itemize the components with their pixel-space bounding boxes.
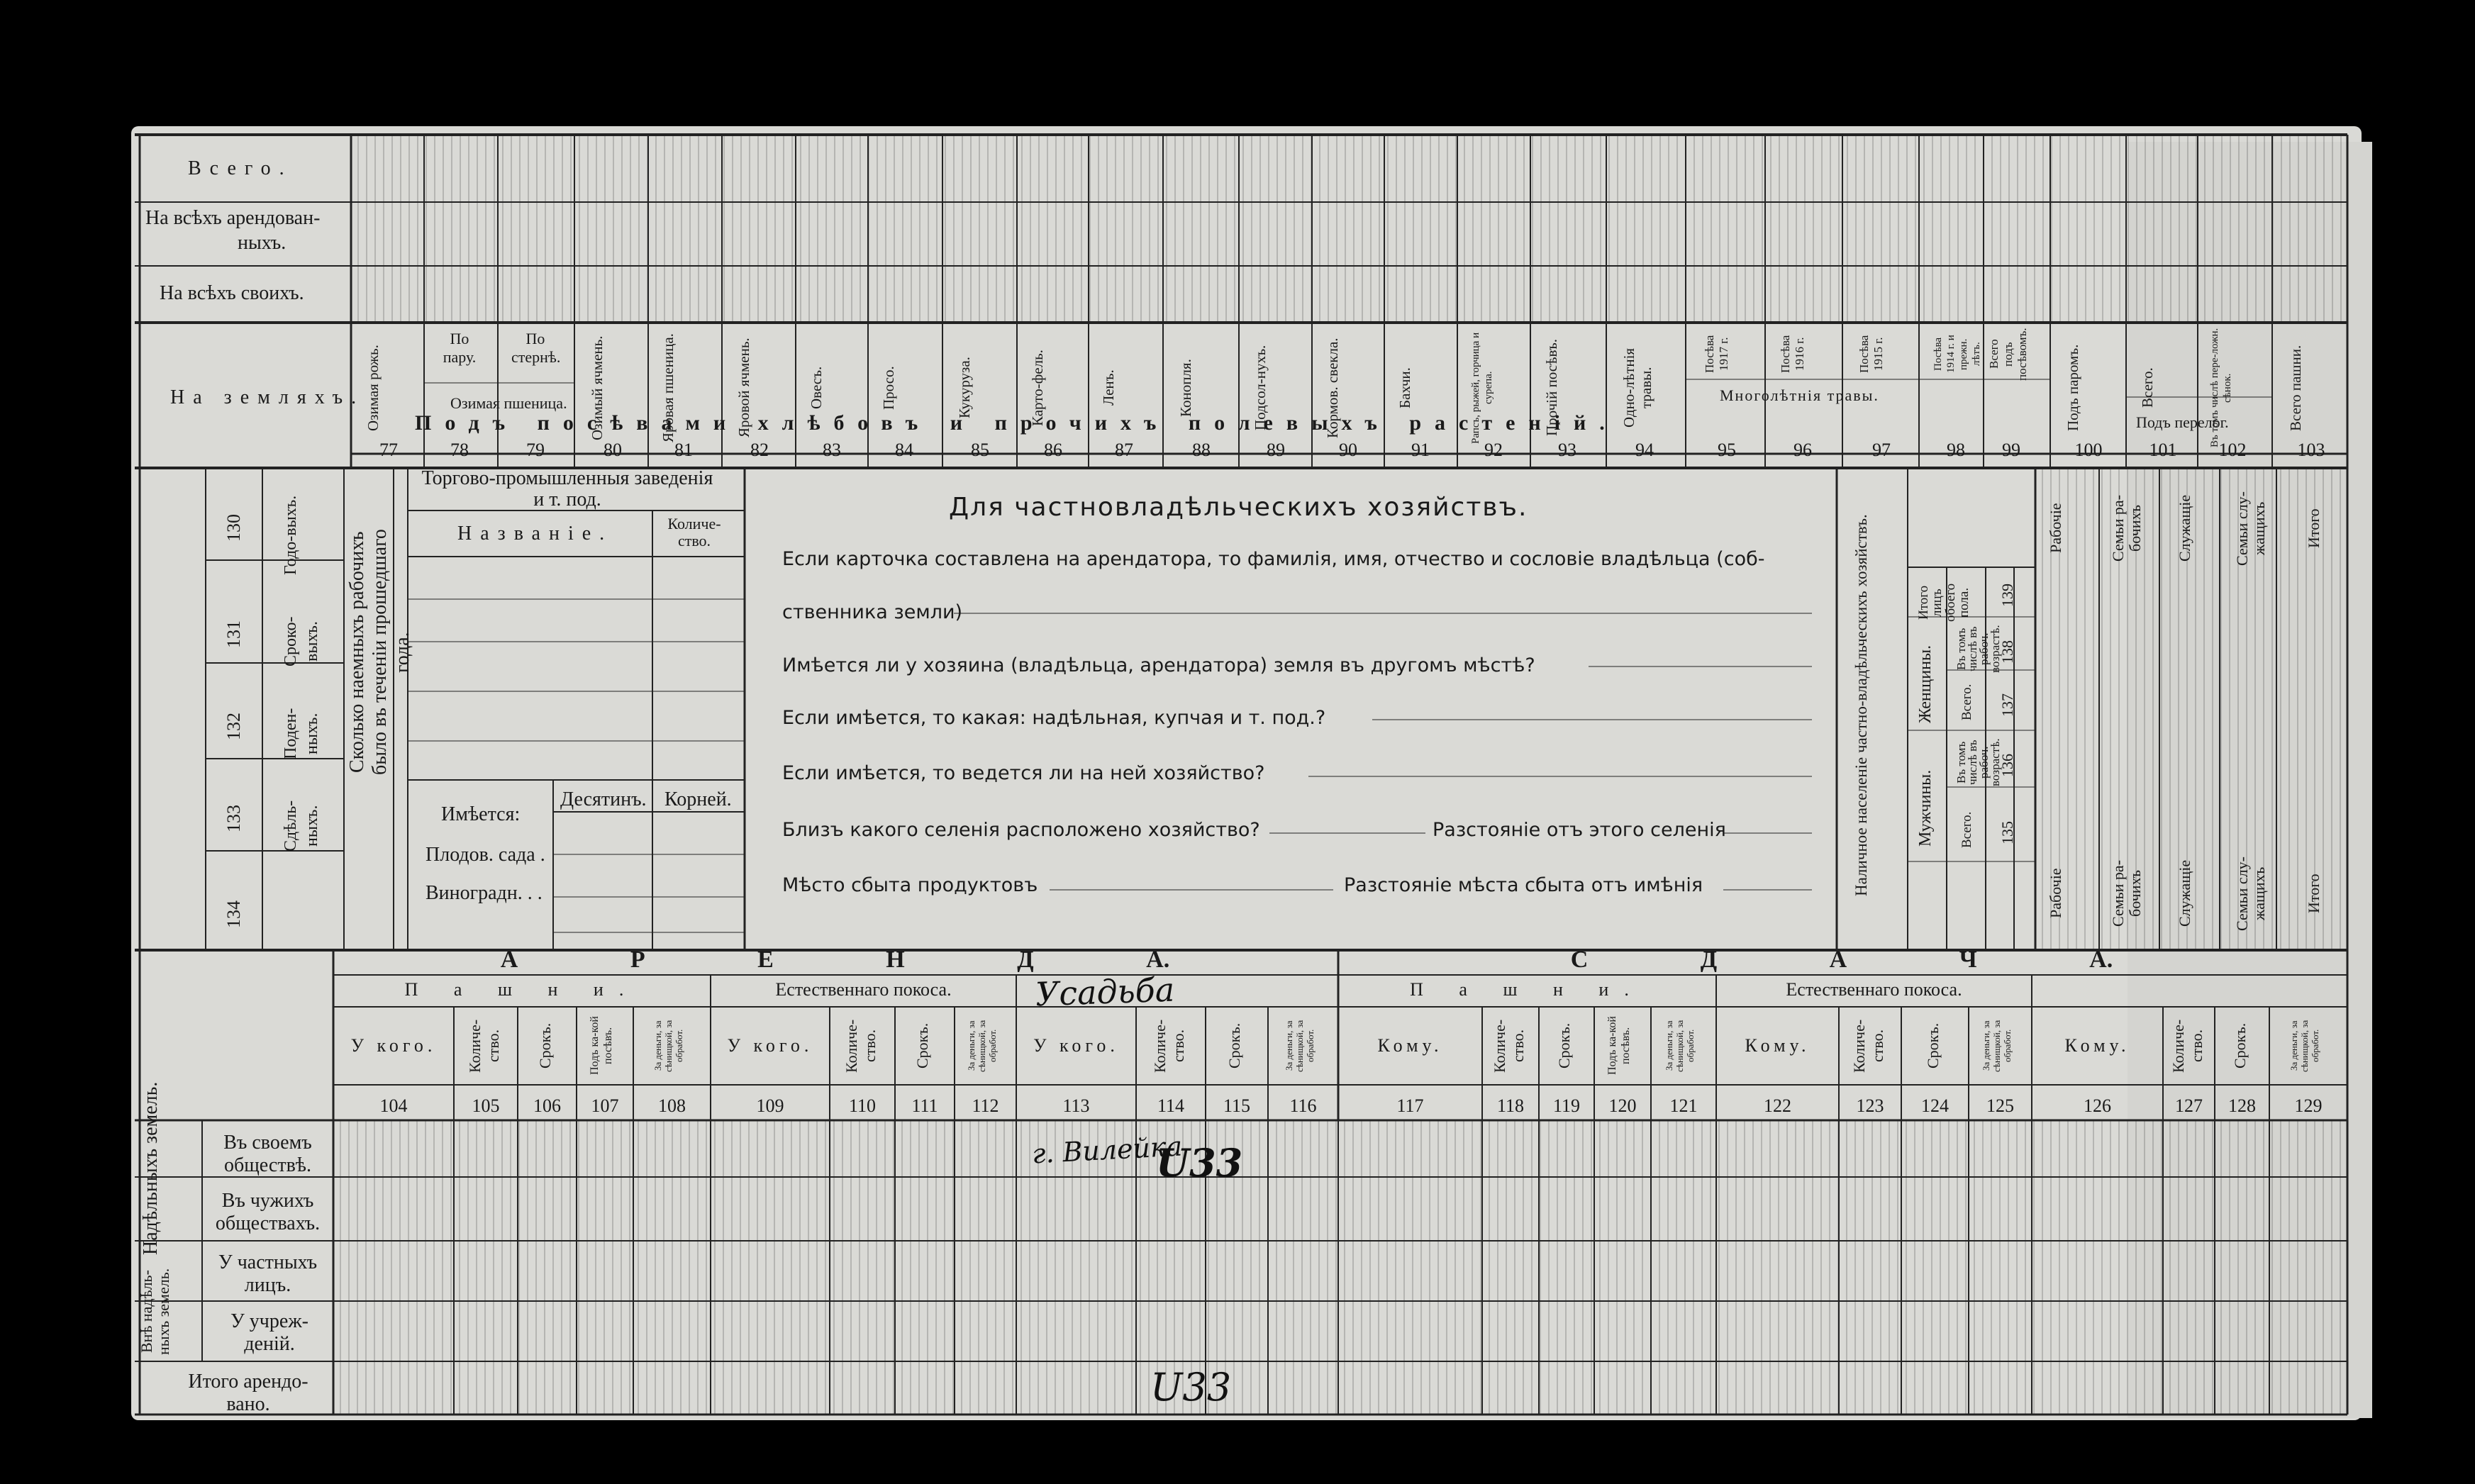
handwriting-usadba: Усадьба (1035, 970, 1176, 1014)
lease-number-117: 117 (1396, 1095, 1424, 1116)
lease-number-108: 108 (658, 1095, 686, 1116)
crop-number-82: 82 (750, 440, 769, 460)
crop-header-89: Подсол-нухъ. (1252, 345, 1269, 431)
private-q4: Если имѣется, то ведется ли на ней хозяйство? (782, 762, 1265, 784)
pop-semi-sluzh-top: Семьи слу-жащихъ (2233, 491, 2268, 566)
lease-number-112: 112 (972, 1095, 999, 1116)
crop-number-81: 81 (674, 440, 693, 460)
lease-group-1: Естественнаго покоса. (775, 979, 952, 1000)
private-q5a: Близъ какого селенія расположено хозяйство? (782, 819, 1260, 841)
lease-number-129: 129 (2294, 1095, 2323, 1116)
trade-sady: Плодов. сада . (426, 844, 545, 866)
lease-header-121: За деньги, за сѣнищкой, за обработ. (1664, 1020, 1696, 1072)
crop-number-79: 79 (526, 440, 545, 460)
lease-row-svoem: Въ своемъ обществѣ. (223, 1132, 312, 1176)
pop-semi-rab-top: Семьи ра-бочихъ (2109, 494, 2144, 562)
crop-number-90: 90 (1339, 440, 1357, 460)
lease-header-129: За деньги, за сѣнищкой, за обработ. (2288, 1020, 2320, 1072)
lease-number-115: 115 (1223, 1095, 1251, 1116)
population-vsego-2: Всего. (1959, 811, 1974, 848)
pop-sluzh-bottom: Служащіе (2176, 859, 2193, 927)
lease-group-2: П а ш н и. (1410, 979, 1645, 1000)
crop-number-85: 85 (971, 440, 989, 460)
private-q6b: Разстояніе мѣста сбыта отъ имѣнія (1344, 874, 1703, 896)
crop-header-102: Въ томъ числѣ пере-ложн. сѣнок. (2209, 328, 2233, 448)
lease-header-117: Кому. (1377, 1035, 1443, 1056)
lease-group-0: П а ш н и. (404, 979, 640, 1000)
pop-sluzh-top: Служащіе (2176, 494, 2193, 562)
crop-header-100: Подъ паромъ. (2064, 344, 2081, 432)
crop-number-96: 96 (1793, 440, 1812, 460)
workers-number-134: 134 (223, 900, 244, 929)
lease-number-125: 125 (1986, 1095, 2014, 1116)
crop-header-79: По стернѣ. (511, 330, 561, 366)
lease-sdacha-title: С Д А Ч А. (1570, 947, 2113, 973)
lease-number-118: 118 (1496, 1095, 1525, 1116)
pop-rabochie-top: Рабочіе (2047, 503, 2064, 554)
population-number-139: 139 (1998, 584, 2016, 608)
lease-header-127: Количе-ство. (2169, 1019, 2206, 1073)
lease-header-105: Количе-ство. (466, 1019, 502, 1073)
crop-number-88: 88 (1192, 440, 1211, 460)
crop-number-98: 98 (1947, 440, 1965, 460)
population-muzhchiny: Мужчины. (1916, 769, 1935, 847)
lease-header-113: У кого. (1033, 1035, 1119, 1056)
trade-title: Торгово-промышленныя заведенія и т. под. (421, 467, 713, 511)
crop-header-90: Кормов. свекла. (1324, 337, 1341, 438)
group-pod-perelog: Подъ перелог. (2136, 413, 2229, 431)
crop-header-88: Конопля. (1177, 359, 1194, 417)
crop-header-98: Посѣва 1914 г. и прежн. лѣтъ. (1932, 335, 1982, 374)
trade-korney: Корней. (664, 788, 732, 810)
crop-header-94: Одно-лѣтнія травы. (1620, 347, 1654, 428)
crop-number-102: 102 (2218, 440, 2247, 460)
lease-header-120: Подъ ка-кой посѣвъ. (1606, 1016, 1632, 1076)
handwriting-code-2: U33 (1150, 1365, 1232, 1410)
trade-qty-header: Количе-ство. (667, 515, 721, 549)
banner-pod-posevami: Подъ посѣвами хлѣбовъ и прочихъ полевыхъ растеній. (415, 411, 1618, 435)
private-q3: Если имѣется, то какая: надѣльная, купчая и т. под.? (782, 707, 1326, 729)
private-q5b: Разстояніе отъ этого селенія (1433, 819, 1726, 841)
lease-row-uchrezh: У учреж-деній. (230, 1310, 308, 1355)
crop-header-103: Всего пашни. (2287, 345, 2304, 431)
workers-label-131: Сроко-выхъ. (282, 616, 321, 667)
crop-number-91: 91 (1411, 440, 1430, 460)
crop-header-99: Всего подъ посѣвомъ. (1987, 328, 2029, 381)
crop-header-91: Бахчи. (1396, 367, 1413, 408)
workers-number-133: 133 (223, 805, 244, 833)
lease-header-128: Срокъ. (2230, 1022, 2249, 1069)
trade-vinograd: Виноградн. . . (426, 882, 543, 904)
lease-number-105: 105 (472, 1095, 500, 1116)
row-label-arend-2: ныхъ. (238, 232, 287, 254)
crop-header-101: Всего. (2139, 367, 2156, 408)
lease-header-116: За деньги, за сѣнищкой, за обработ. (1283, 1020, 1316, 1072)
crop-number-95: 95 (1718, 440, 1736, 460)
lease-number-111: 111 (911, 1095, 938, 1116)
crop-number-78: 78 (450, 440, 469, 460)
lease-row-chastnyh: У частныхъ лицъ. (218, 1251, 318, 1296)
population-number-136: 136 (1998, 754, 2016, 778)
lease-number-116: 116 (1289, 1095, 1317, 1116)
crop-header-85: Кукуруза. (956, 357, 973, 419)
crop-number-89: 89 (1267, 440, 1285, 460)
pop-semi-sluzh-bottom: Семьи слу-жащихъ (2233, 856, 2268, 931)
private-q1b: ственника земли) (782, 601, 963, 623)
lease-number-128: 128 (2228, 1095, 2256, 1116)
lease-number-127: 127 (2175, 1095, 2203, 1116)
crop-number-92: 92 (1484, 440, 1503, 460)
lease-header-119: Срокъ. (1555, 1022, 1573, 1069)
private-q2: Имѣется ли у хозяина (владѣльца, арендатора) земля въ другомъ мѣстѣ? (782, 654, 1535, 676)
population-itogo: Итого лицъ обоего пола. (1916, 583, 1971, 623)
crop-header-81: Яровая пшеница. (660, 333, 677, 442)
population-v-tom-1: Въ томъ числѣ въ рабоч. возрастѣ. (1954, 625, 2002, 673)
lease-number-124: 124 (1921, 1095, 1949, 1116)
lease-header-114: Количе-ство. (1151, 1019, 1187, 1073)
population-zhenshchiny: Женщины. (1916, 645, 1935, 724)
lease-header-125: За деньги, за сѣнищкой, за обработ. (1980, 1020, 2013, 1072)
crop-header-93: Прочій посѣвъ. (1543, 339, 1560, 437)
lease-number-114: 114 (1157, 1095, 1185, 1116)
lease-header-112: За деньги, за сѣнищкой, за обработ. (965, 1020, 998, 1072)
population-vsego-1: Всего. (1959, 684, 1974, 720)
lease-number-109: 109 (756, 1095, 784, 1116)
lease-row-chuzhih: Въ чужихъ обществахъ. (215, 1190, 321, 1234)
crop-header-80: Озимый ячмень. (589, 335, 606, 440)
workers-label-132: Поден-ныхъ. (282, 708, 321, 760)
lease-header-104: У кого. (350, 1035, 437, 1056)
workers-number-132: 132 (223, 713, 244, 741)
lease-header-110: Количе-ство. (842, 1019, 879, 1073)
handwriting-place: г. Вилейка (1030, 1130, 1184, 1170)
lease-header-118: Количе-ство. (1491, 1019, 1527, 1073)
crop-number-86: 86 (1044, 440, 1062, 460)
pop-itogo-bottom: Итого (2305, 874, 2323, 913)
trade-name-header: Названіе. (457, 523, 613, 545)
handwriting-code-1: U33 (1156, 1140, 1243, 1185)
crop-header-92: Рапсъ, рыжей, горчица и сурепа. (1470, 332, 1494, 444)
lease-header-108: За деньги, за сѣнищкой, за обработ. (652, 1020, 684, 1072)
pop-rabochie-bottom: Рабочіе (2047, 868, 2064, 919)
workers-number-131: 131 (223, 620, 244, 649)
population-number-138: 138 (1998, 640, 2016, 664)
crop-number-99: 99 (2002, 440, 2020, 460)
row-label-vsego: Всего. (188, 157, 293, 179)
group-mnogoletnie: Многолѣтнія травы. (1720, 386, 1879, 404)
lease-number-119: 119 (1552, 1095, 1581, 1116)
crop-number-80: 80 (604, 440, 622, 460)
workers-label-133: Сдѣль-ныхъ. (282, 800, 321, 852)
lease-number-121: 121 (1669, 1095, 1698, 1116)
lease-number-107: 107 (591, 1095, 619, 1116)
crop-number-87: 87 (1115, 440, 1133, 460)
crop-number-97: 97 (1872, 440, 1891, 460)
private-q6a: Мѣсто сбыта продуктовъ (782, 874, 1038, 896)
lease-header-107: Подъ ка-кой посѣвъ. (589, 1016, 614, 1076)
lease-arenda-title: А Р Е Н Д А. (500, 947, 1170, 973)
crop-header-96: Посѣва 1916 г. (1779, 335, 1806, 374)
population-title: Наличное населеніе частно-владѣльческихъ хозяйствъ. (1852, 514, 1870, 897)
group-ozimaya-pshenica: Озимая пшеница. (450, 394, 567, 412)
pop-semi-rab-bottom: Семьи ра-бочихъ (2109, 859, 2144, 927)
crop-header-86: Карто-фель. (1029, 350, 1046, 426)
workers-title: Сколько наемныхъ рабочихъ было въ теченіи прошедшаго года. (346, 529, 413, 776)
lease-vne-nadel: Внѣ надѣль-ныхъ земель. (138, 1268, 172, 1356)
crop-number-103: 103 (2297, 440, 2325, 460)
lease-header-111: Срокъ. (913, 1022, 931, 1069)
population-v-tom-2: Въ томъ числѣ въ рабоч. возрастѣ. (1954, 738, 2002, 786)
lease-number-122: 122 (1764, 1095, 1791, 1116)
lease-header-109: У кого. (727, 1035, 813, 1056)
crop-number-77: 77 (379, 440, 398, 460)
population-number-137: 137 (1998, 693, 2016, 718)
crop-number-93: 93 (1558, 440, 1576, 460)
crop-header-82: Яровой ячмень. (735, 337, 752, 438)
lease-number-123: 123 (1856, 1095, 1884, 1116)
crop-number-84: 84 (895, 440, 913, 460)
crop-header-87: Ленъ. (1100, 369, 1117, 406)
lease-header-122: Кому. (1745, 1035, 1811, 1056)
workers-number-130: 130 (223, 514, 244, 542)
lease-group-3: Естественнаго покоса. (1786, 979, 1962, 1000)
crop-header-77: Озимая рожь. (365, 345, 382, 431)
workers-label-130: Годо-выхъ. (282, 495, 300, 576)
crop-number-94: 94 (1635, 440, 1654, 460)
lease-header-124: Срокъ. (1923, 1022, 1942, 1069)
crop-number-101: 101 (2149, 440, 2177, 460)
lease-header-106: Срокъ. (535, 1022, 554, 1069)
lease-nadelnyh: Надѣльныхъ земель. (140, 1081, 162, 1255)
crop-header-84: Просо. (880, 366, 897, 410)
private-q1: Если карточка составлена на арендатора, то фамилія, имя, отчество и сословіе владѣльца (соб- (782, 548, 1765, 570)
lease-number-106: 106 (533, 1095, 561, 1116)
trade-imeetsya: Имѣется: (441, 803, 521, 825)
lease-number-120: 120 (1608, 1095, 1637, 1116)
crop-header-97: Посѣва 1915 г. (1857, 335, 1885, 374)
crop-header-83: Овесъ. (808, 366, 825, 410)
row-label-na-zemlyah: На земляхъ. (170, 386, 365, 408)
lease-row-itogo: Итого арендо-вано. (188, 1371, 308, 1415)
population-number-135: 135 (1998, 821, 2016, 845)
crop-number-83: 83 (823, 440, 841, 460)
row-label-svoih: На всѣхъ своихъ. (160, 282, 304, 304)
row-label-arend-1: На всѣхъ арендован- (145, 207, 321, 229)
lease-header-126: Кому. (2064, 1035, 2130, 1056)
lease-header-123: Количе-ство. (1850, 1019, 1886, 1073)
lease-number-126: 126 (2084, 1095, 2111, 1116)
lease-header-115: Срокъ. (1225, 1022, 1243, 1069)
lease-number-104: 104 (379, 1095, 408, 1116)
crop-header-95: Посѣва 1917 г. (1703, 335, 1730, 374)
private-title: Для частновладѣльческихъ хозяйствъ. (949, 493, 1528, 522)
lease-number-113: 113 (1062, 1095, 1090, 1116)
crop-header-78: По пару. (443, 330, 477, 366)
crop-number-100: 100 (2074, 440, 2103, 460)
pop-itogo-top: Итого (2305, 508, 2323, 548)
lease-number-110: 110 (848, 1095, 877, 1116)
trade-desyatin: Десятинъ. (560, 788, 647, 810)
